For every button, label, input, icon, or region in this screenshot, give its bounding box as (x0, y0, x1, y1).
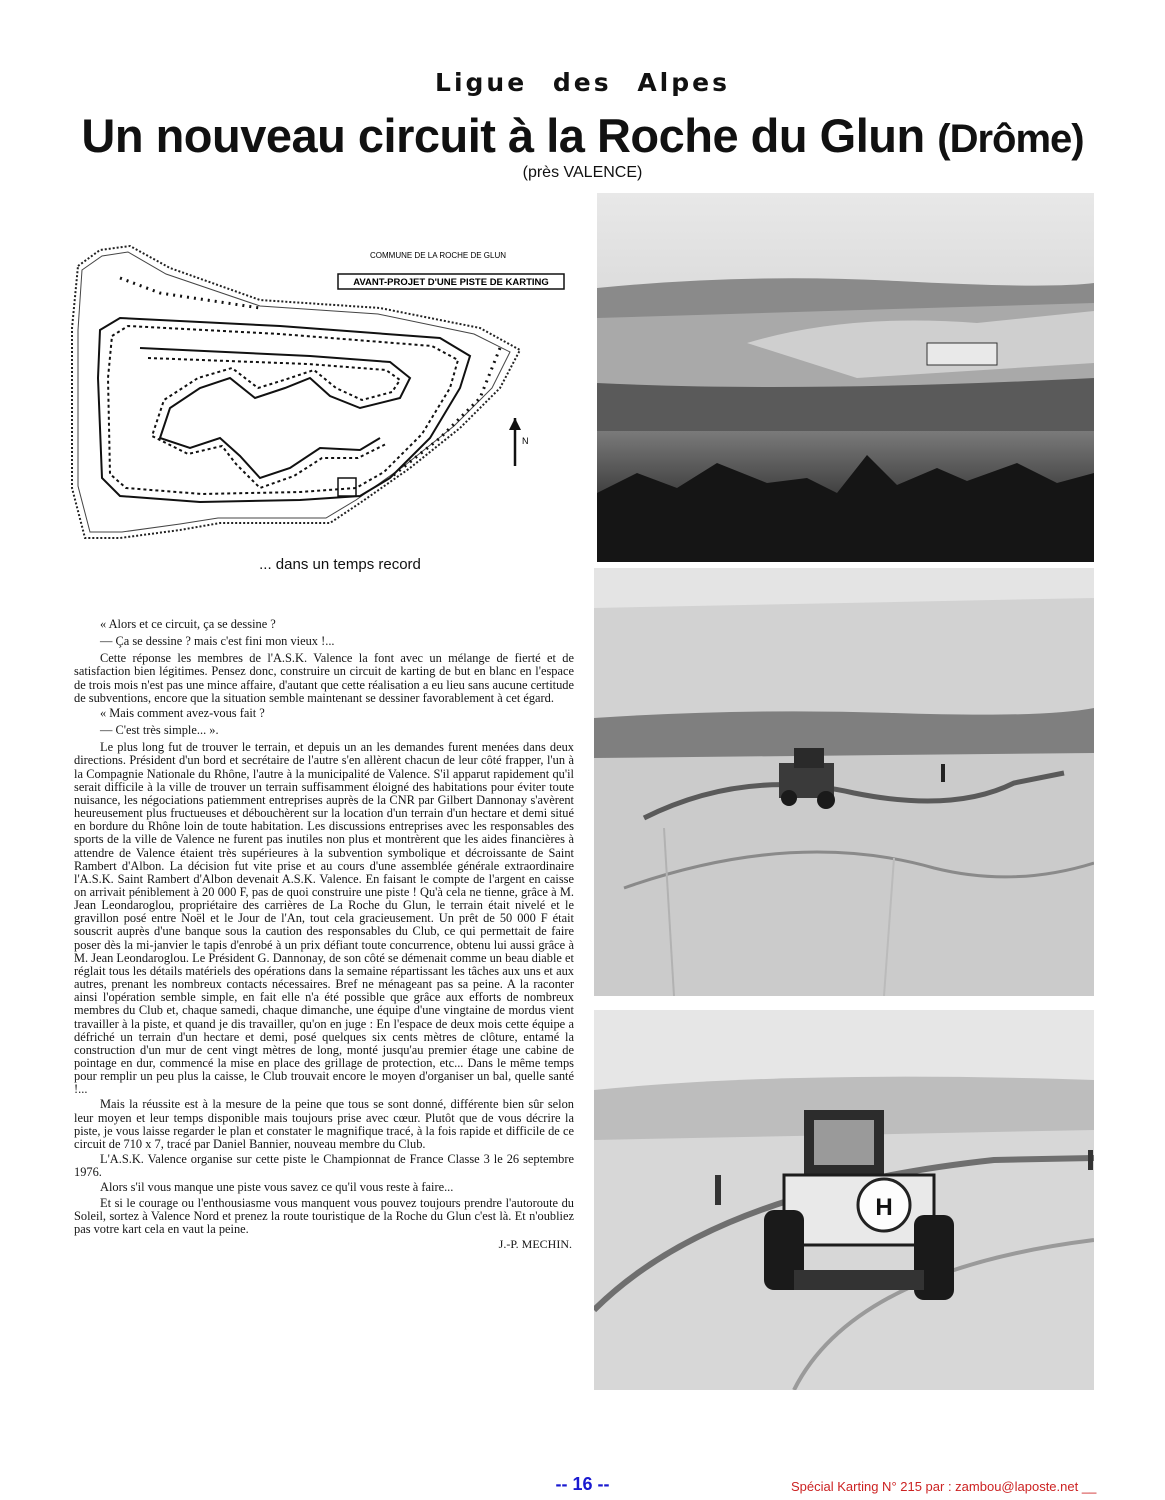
headline-region: (Drôme) (937, 117, 1084, 161)
article-paragraph: — C'est très simple... ». (100, 723, 219, 738)
track-outer-edge (98, 318, 470, 502)
league-heading: Ligue des Alpes (435, 68, 730, 97)
photo-track-grader (594, 568, 1094, 996)
terrain-boundary (72, 246, 520, 538)
headline-text: Un nouveau circuit à la Roche du Glun (81, 109, 925, 162)
photo-rhone-landscape (597, 193, 1094, 562)
svg-text:H: H (875, 1194, 893, 1221)
article-paragraph: Alors s'il vous manque une piste vous savez ce qu'il vous reste à faire... (100, 1180, 454, 1195)
photo-track-grader-image (594, 568, 1094, 996)
article-signature: J.-P. MECHIN. (498, 1237, 572, 1252)
track-plan-drawing (60, 238, 580, 548)
article-paragraph: « Alors et ce circuit, ça se dessine ? (100, 617, 276, 631)
photo-tractor-image (594, 1010, 1094, 1390)
track-plan-figure (60, 238, 580, 548)
article-paragraph: Le plus long fut de trouver le terrain, et depuis un an les demandes furent menées dans deux directions. Président d'un bord et secrétaire de l'autre s'en allèrent chacun de leur côté frapper, l'un à la Compagnie Nationale du Rhône, l'autre à la municipalité de Valence. S'il apparut rapidement qu'il serait difficile à la ville de trouver un terrain suffisamment éloigné des habitations pour éviter toute nuisance, les négociations patiemment entreprises auprès de la CNR par Gilbert Dannonay s'avèrent heureusement plus fructueuses et débouchèrent sur la location d'un terrain d'un hectare et demi situé en bordure du Rhône loin de toute habitation. Les discussions entreprises avec les responsables des sports de la ville de Valence ne furent pas inutiles non plus et montrèrent que les aides financières à attendre de Valence étaient très supérieures à la subvention symbolique et décroissante de Saint Rambert d'Albon. La décision fut vite prise et au cours d'une assemblée générale extraordinaire l'A.S.K. Saint Rambert d'Albon devenait A.S.K. Valence. En faisant le compte de l'argent en caisse on arrivait péniblement à 20 000 F, pas de quoi construire une piste ! Qu'à cela ne tienne, grâce à M. Jean Leondaroglou, propriétaire des carrières de La Roche du Glun, le terrain était nivelé et le gravillon posé entre Noël et le Jour de l'An, tout cela gracieusement. Un prêt de 50 000 F était souscrit auprès d'une banque sous la caution des responsables du Club, ce qui permettait de faire poser dès la mi-janvier le tapis d'enrobé à un prix défiant toute concurrence, obtenu lui aussi grâce à M. Jean Leondaroglou. Le Président G. Dannonay, de son côté se démenait comme un beau diable et réglait tous les détails matériels des opérations dans la semaine répartissant les tâches aux uns et aux autres, prenant les nombreux contacts nécessaires. Bref ne ménageant pas sa peine. A la raconter ainsi l'opération semble simple, en fait elle n'a été possible que grâce aux efforts de nombreux membres du Club et, chaque samedi, chaque dimanche, une équipe d'une vingtaine de mordus vient travailler à la piste, et quand je dis travailler, qu'on en juge : En l'espace de deux mois cette équipe a défriché un terrain d'un hectare et demi, posé quelques six cents mètres de clôture, entamé la construction d'un mur de cent vingt mètres de long, monté jusqu'au premier étage une cabine de pointage en dur, commencé la mise en place des grillage de protection, etc... Dans le même temps pour remplir un peu plus la caisse, le Club trouvait encore le moyen d'organiser un bal, quelle santé !... (74, 740, 574, 1097)
subtitle: (près VALENCE) (522, 164, 643, 181)
article-paragraph: L'A.S.K. Valence organise sur cette piste le Championnat de France Classe 3 le 26 septembre 1976. (74, 1152, 574, 1180)
photo-tractor (594, 1010, 1094, 1390)
plan-project-label: AVANT-PROJET D'UNE PISTE DE KARTING (353, 277, 549, 288)
pit-building (338, 478, 356, 496)
track-infield-curves (140, 348, 410, 478)
north-arrow-icon (509, 418, 521, 430)
article-body (74, 618, 574, 1251)
track-infield-inner (148, 358, 400, 488)
page-title (0, 108, 1165, 163)
article-paragraph: — Ça se dessine ? mais c'est fini mon vieux !... (100, 634, 335, 649)
page-number: -- 16 -- (555, 1474, 610, 1494)
north-label: N (522, 436, 529, 446)
plan-caption: ... dans un temps record (259, 556, 421, 573)
article-paragraph: Et si le courage ou l'enthousiasme vous manquent vous pouvez toujours prendre l'autoroute du Soleil, sortez à Valence Nord et prenez la route touristique de la Roche du Glun c'est là. Et n'oubliez pas votre kart cela en vaut la peine. (74, 1195, 574, 1236)
article-paragraph: Cette réponse les membres de l'A.S.K. Valence la font avec un mélange de fierté et de satisfaction bien légitimes. Pensez donc, construire un circuit de karting de but en blanc en l'espace de trois mois n'est pas une mince affaire, d'autant que cette réalisation a eu lieu sans aucune certitude de subventions, encore que la situation semble maintenant se dessiner favorablement à cet égard. (74, 651, 574, 705)
footer-credit: Spécial Karting N° 215 par : zambou@laposte.net __ (791, 1479, 1097, 1494)
plan-commune-label: COMMUNE DE LA ROCHE DE GLUN (369, 251, 507, 260)
terrain-inner-line (78, 252, 510, 532)
article-paragraph: « Mais comment avez-vous fait ? (100, 705, 265, 720)
photo-rhone-landscape-image (597, 193, 1094, 562)
article-paragraph: Mais la réussite est à la mesure de la peine que tous se sont donné, différente bien sûr selon leur moyen et leur temps disponible mais toujours prise avec cœur. Plutôt que de vous décrire la piste, je vous laisse regarder le plan et constater le magnifique tracé, à la fois rapide et difficile de ce circuit de 710 x 7, tracé par Daniel Bannier, nouveau membre du Club. (74, 1097, 574, 1151)
